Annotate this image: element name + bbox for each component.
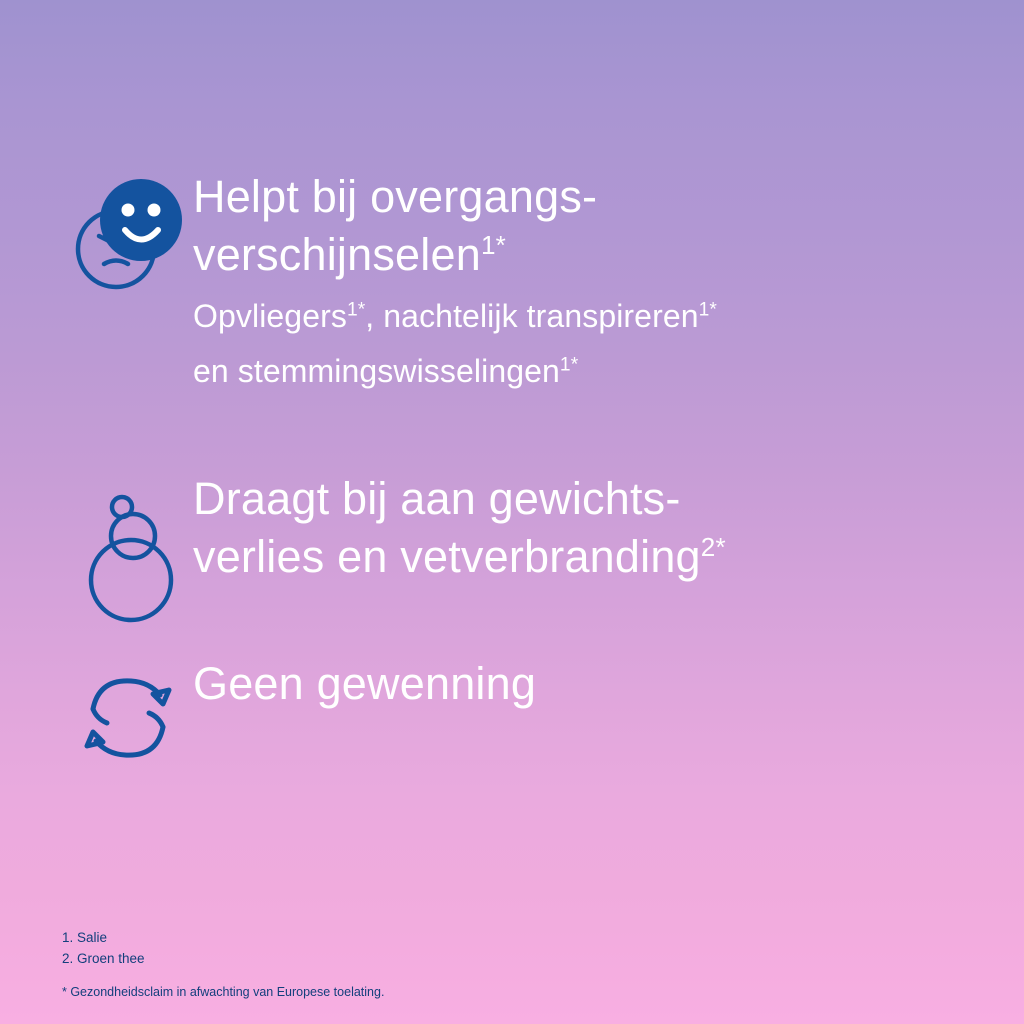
two-faces-smiley-icon: [73, 176, 183, 301]
feature-text-container: [193, 655, 973, 713]
feature-headline: [193, 168, 973, 283]
footnotes: [62, 928, 384, 1002]
feature-subline-part1: Opvliegers: [193, 298, 347, 335]
feature-subline-part3: en stemmingswisselingen: [193, 353, 560, 390]
feature-headline-line1: Helpt bij overgangs-: [193, 171, 598, 222]
feature-subline-footnote-ref-2: 1*: [698, 299, 717, 321]
feature-item-no-habituation: [73, 655, 973, 775]
footnote-health-claim: * Gezondheidsclaim in afwachting van Europese toelating.: [62, 984, 385, 999]
feature-headline-line1: Draagt bij aan gewichts-: [193, 473, 681, 524]
feature-text-container: [193, 470, 973, 585]
feature-headline-footnote-ref: 1*: [480, 229, 507, 260]
feature-headline: [193, 655, 973, 713]
feature-headline-line2: verschijnselen: [193, 228, 481, 280]
feature-icon-container: [73, 470, 193, 628]
fat-droplets-icon: [73, 488, 183, 628]
footnote-item: 2. Groen thee: [62, 950, 145, 966]
recycle-arrows-icon: [73, 665, 183, 775]
feature-headline: [193, 470, 973, 585]
feature-headline-line1: Geen gewenning: [193, 658, 537, 709]
feature-item-weightloss: [73, 470, 973, 628]
feature-item-menopause: [73, 168, 973, 399]
feature-icon-container: [73, 655, 193, 775]
footnote-item: 1. Salie: [62, 929, 108, 945]
feature-text-container: [193, 168, 973, 399]
feature-subline: [193, 289, 973, 399]
feature-icon-container: [73, 168, 193, 301]
feature-subline-footnote-ref-3: 1*: [559, 354, 579, 376]
feature-headline-line2: verlies en vetverbranding: [193, 530, 701, 582]
feature-headline-footnote-ref: 2*: [700, 531, 726, 562]
feature-subline-part2: , nachtelijk transpireren: [365, 298, 699, 335]
feature-subline-footnote-ref-1: 1*: [346, 299, 366, 321]
